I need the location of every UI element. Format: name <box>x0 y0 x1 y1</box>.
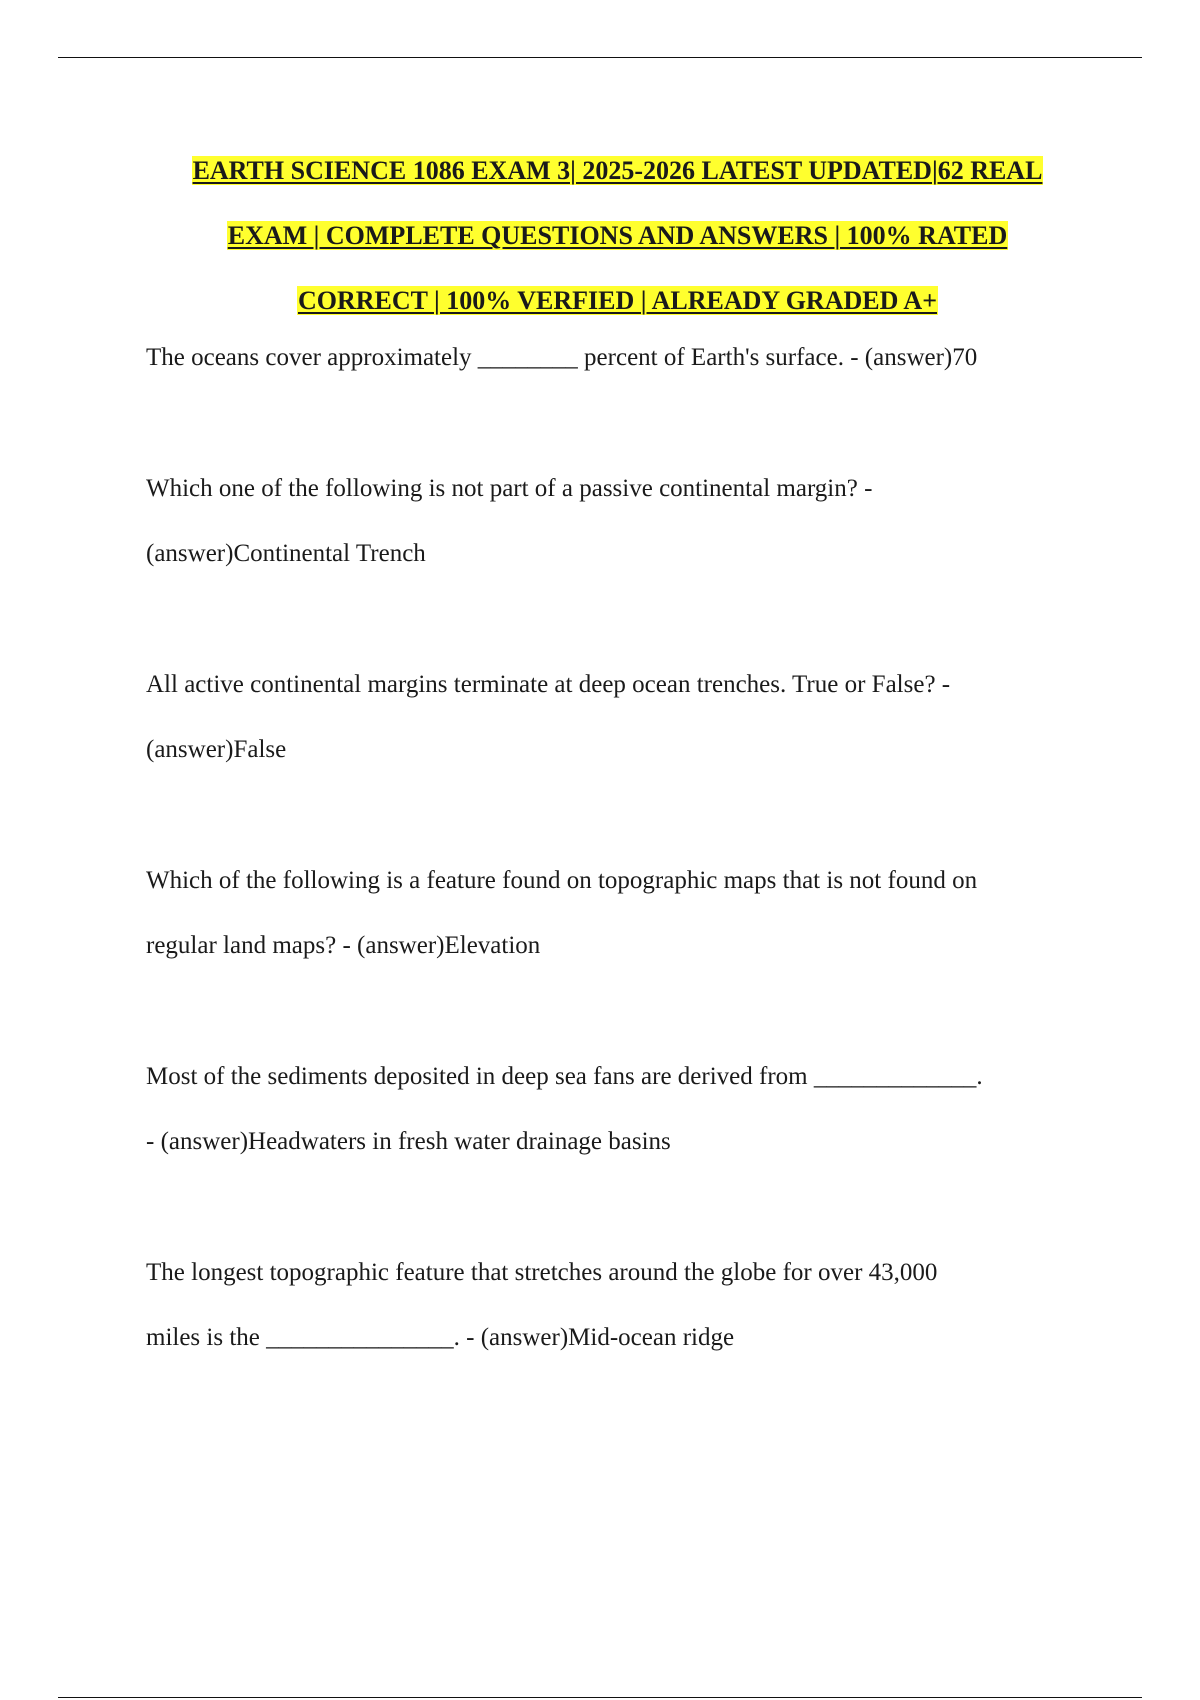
top-divider <box>58 57 1142 58</box>
question-list <box>146 325 1096 1436</box>
question-text: All active continental margins terminate at deep ocean trenches. True or False? - <box>146 671 951 698</box>
answer-text: miles is the _______________. - (answer)Mid-ocean ridge <box>146 1324 735 1351</box>
answer-text: (answer)Continental Trench <box>146 540 426 567</box>
document-title <box>130 138 1105 333</box>
title-line-2: EXAM | COMPLETE QUESTIONS AND ANSWERS | 100% RATED <box>227 221 1008 250</box>
question-item-4 <box>146 848 1096 978</box>
question-item-6 <box>146 1240 1096 1370</box>
question-text: Most of the sediments deposited in deep sea fans are derived from _____________. <box>146 1063 983 1090</box>
title-line-3: CORRECT | 100% VERFIED | ALREADY GRADED A+ <box>297 286 938 315</box>
question-item-1 <box>146 325 1096 390</box>
answer-text: - (answer)Headwaters in fresh water drainage basins <box>146 1128 671 1155</box>
question-item-2 <box>146 456 1096 586</box>
title-line-1: EARTH SCIENCE 1086 EXAM 3| 2025-2026 LATEST UPDATED|62 REAL <box>192 156 1043 185</box>
question-text: Which of the following is a feature found on topographic maps that is not found on <box>146 867 978 894</box>
answer-text: regular land maps? - (answer)Elevation <box>146 932 541 959</box>
question-text: Which one of the following is not part of a passive continental margin? - <box>146 475 873 502</box>
answer-text: (answer)False <box>146 736 287 763</box>
question-item-3 <box>146 652 1096 782</box>
question-text: The oceans cover approximately ________ percent of Earth's surface. - (answer)70 <box>146 344 978 371</box>
question-text: The longest topographic feature that stretches around the globe for over 43,000 <box>146 1259 938 1286</box>
question-item-5 <box>146 1044 1096 1174</box>
bottom-divider <box>58 1697 1142 1698</box>
